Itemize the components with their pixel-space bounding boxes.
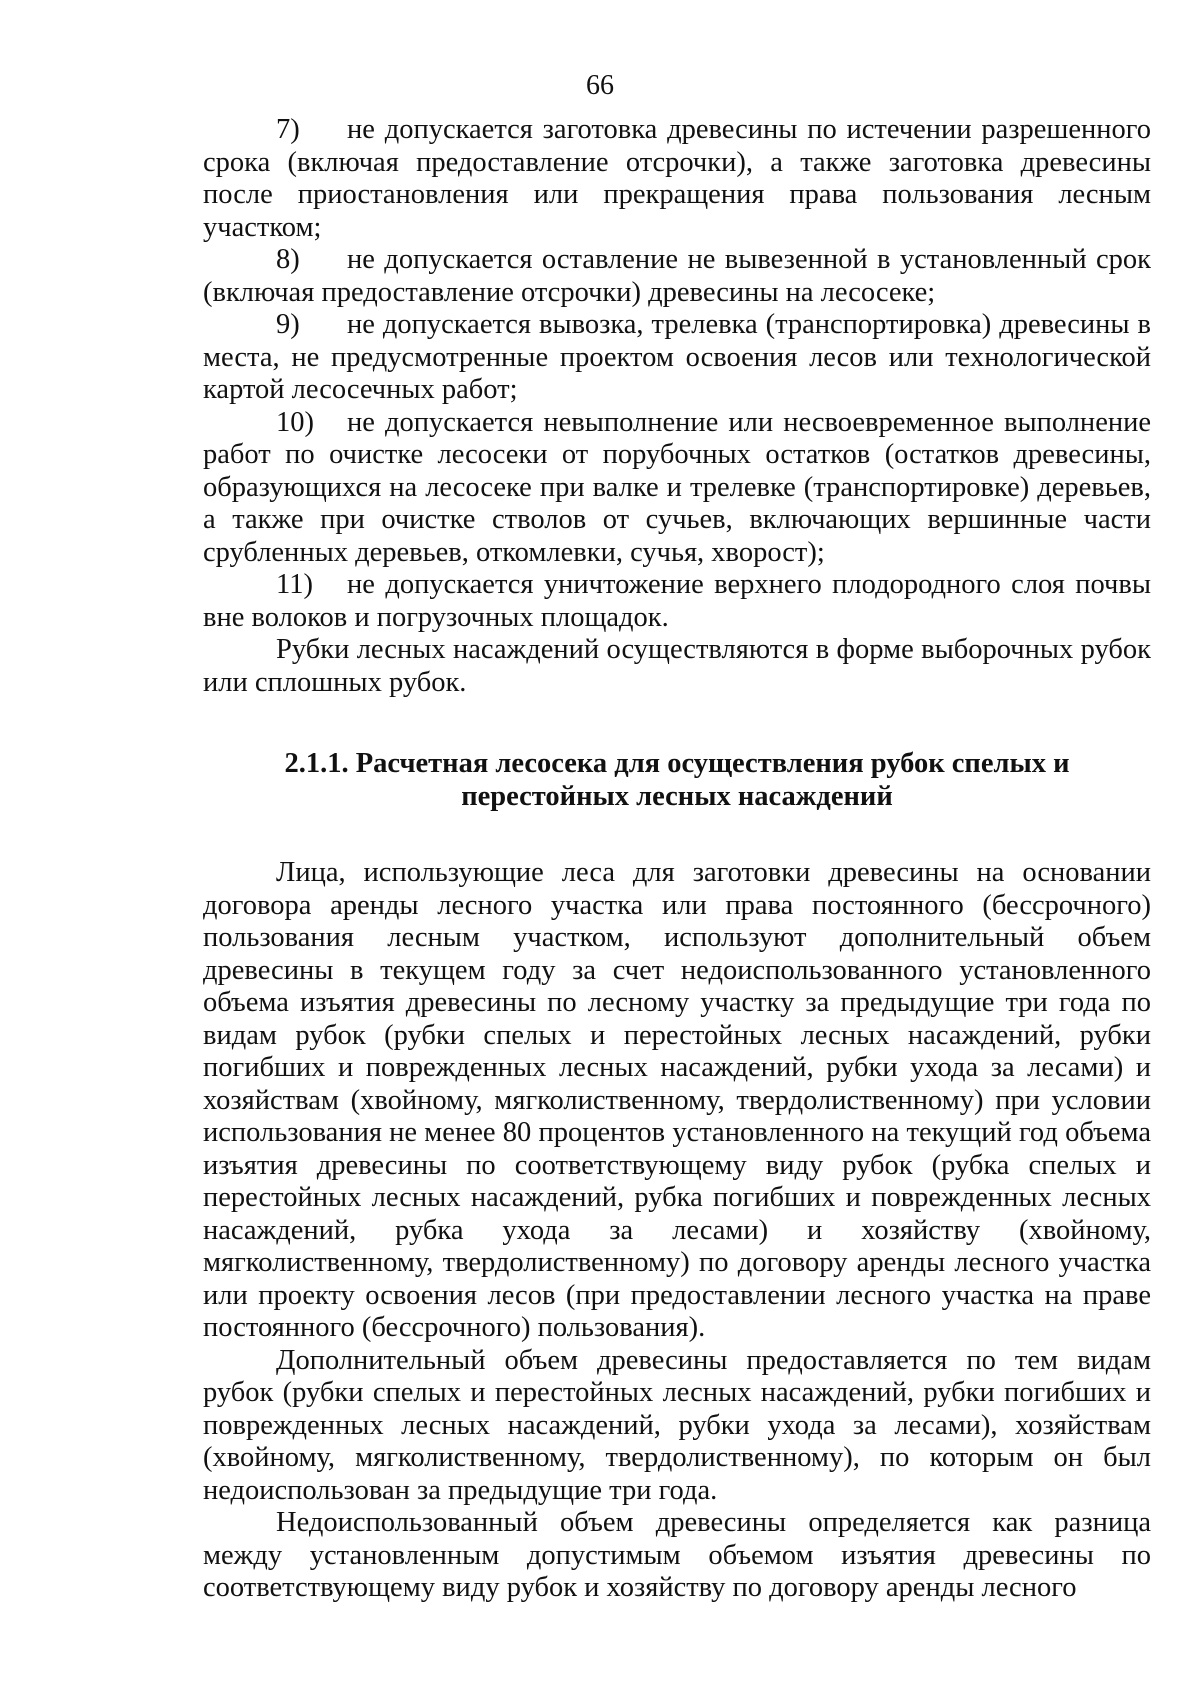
- list-item-text: не допускается невыполнение или несвоевременное выполнение работ по очистке лесосеки от порубочных остатков (остатков древесины, образующихся на лесосеке при валке и трелевке (транспортировке) деревьев, а также при очистке стволов от сучьев, включающих вершинные части срубленных деревьев, откомлевки, сучья, хворост);: [203, 406, 1151, 568]
- list-item-number: 10): [276, 406, 314, 438]
- list-item: [203, 569, 1151, 634]
- body-paragraph: Недоиспользованный объем древесины определяется как разница между установленным допустимым объемом изъятия древесины по соответствующему виду рубок и хозяйству по договору аренды лесного: [203, 1507, 1151, 1603]
- list-item-text: не допускается уничтожение верхнего плодородного слоя почвы вне волоков и погрузочных площадок.: [203, 569, 1151, 633]
- list-item: [203, 309, 1151, 407]
- list-item-number: 7): [276, 114, 300, 145]
- body-paragraph: Лица, использующие леса для заготовки древесины на основании договора аренды лесного участка или права постоянного (бессрочного) пользования лесным участком, используют дополнительный объем древесины в текущем году за счет недоиспользованного установленного объема изъятия древесины по лесному участку за предыдущие три года по видам рубок (рубки спелых и перестойных лесных насаждений, рубки погибших и поврежденных лесных насаждений, рубки ухода за лесами) и хозяйствам (хвойному, мягколиственному, твердолиственному) при условии использования не менее 80 процентов установленного на текущий год объема изъятия древесины по соответствующему виду рубок (рубка спелых и перестойных лесных насаждений, рубка погибших и поврежденных лесных насаждений, рубка ухода за лесами) и хозяйству (хвойному, мягколиственному, твердолиственному) по договору аренды лесного участка или проекту освоения лесов (при предоставлении лесного участка на праве постоянного (бессрочного) пользования).: [203, 857, 1151, 1343]
- list-item: [203, 407, 1151, 570]
- body-paragraph: Рубки лесных насаждений осуществляются в форме выборочных рубок или сплошных рубок.: [203, 634, 1151, 698]
- document-body: [203, 114, 1151, 1605]
- list-item-number: 11): [276, 569, 313, 600]
- list-item-number: 9): [276, 309, 300, 340]
- section-heading: 2.1.1. Расчетная лесосека для осуществления рубок спелых и перестойных лесных насаждений: [284, 748, 1070, 812]
- list-item-text: не допускается оставление не вывезенной в установленный срок (включая предоставление отсрочки) древесины на лесосеке;: [203, 244, 1151, 308]
- list-item-number: 8): [276, 244, 300, 275]
- list-item-text: не допускается вывозка, трелевка (транспортировка) древесины в места, не предусмотренные проектом освоения лесов или технологической картой лесосечных работ;: [203, 309, 1151, 405]
- page-number: 66: [586, 70, 614, 101]
- list-item-text: не допускается заготовка древесины по истечении разрешенного срока (включая предоставление отсрочки), а также заготовка древесины после приостановления или прекращения права пользования лесным участком;: [203, 114, 1151, 243]
- list-item: [203, 244, 1151, 309]
- body-paragraph: Дополнительный объем древесины предоставляется по тем видам рубок (рубки спелых и перестойных лесных насаждений, рубки погибших и поврежденных лесных насаждений, рубки ухода за лесами), хозяйствам (хвойному, мягколиственному, твердолиственному), по которым он был недоиспользован за предыдущие три года.: [203, 1344, 1151, 1506]
- list-item: [203, 114, 1151, 244]
